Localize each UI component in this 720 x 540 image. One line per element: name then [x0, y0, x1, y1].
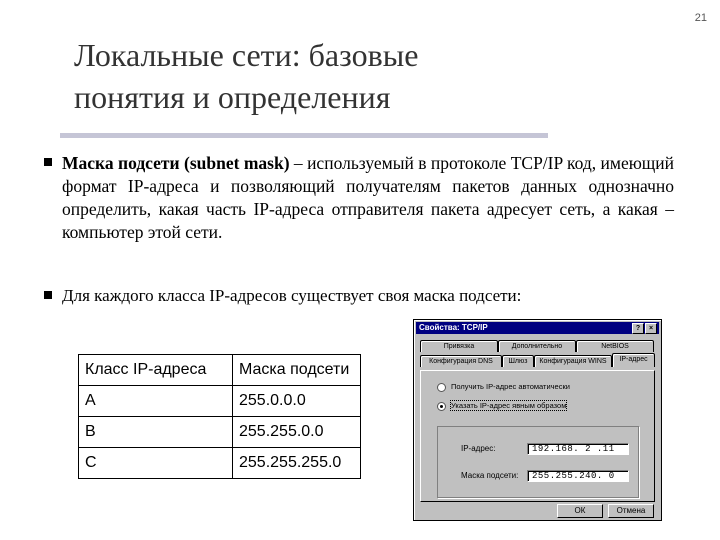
definition-text: – используемый в протоколе TCP/IP код, имеющий формат IP-адреса и позволяющий получателям пакетов данных однозначно определить, какая часть IP-адреса отправителя пакета адресует сеть, а какая – компьютер этой сети.: [62, 153, 674, 242]
subnet-mask-label: Маска подсети:: [461, 471, 519, 480]
table-cell: 255.0.0.0: [233, 386, 361, 417]
bullet-1: [44, 158, 52, 166]
table-cell: 255.255.0.0: [233, 417, 361, 448]
table-header-cell: Маска подсети: [233, 355, 361, 386]
radio-auto-ip[interactable]: [437, 383, 446, 392]
tabs-row-back: [420, 340, 655, 352]
table-cell: B: [79, 417, 233, 448]
close-button[interactable]: ×: [645, 323, 657, 334]
title-underline: [60, 133, 548, 138]
dialog-titlebar[interactable]: [416, 322, 659, 334]
ip-address-panel: [420, 370, 655, 502]
radio-manual-ip[interactable]: [437, 402, 446, 411]
tab-dns-config[interactable]: Конфигурация DNS: [420, 355, 502, 367]
subnet-mask-field[interactable]: 255.255.240. 0: [527, 470, 629, 482]
cancel-button[interactable]: Отмена: [608, 504, 654, 518]
tab-wins-config[interactable]: Конфигурация WINS: [534, 355, 612, 367]
table-cell: 255.255.255.0: [233, 448, 361, 479]
tab-netbios[interactable]: NetBIOS: [576, 340, 654, 352]
bullet-2: [44, 291, 52, 299]
table-header-row: [79, 355, 361, 386]
dialog-title: Свойства: TCP/IP: [419, 323, 488, 332]
table-row: [79, 448, 361, 479]
title-line-1: Локальные сети: базовые: [74, 37, 419, 73]
mask-intro-paragraph: Для каждого класса IP-адресов существует своя маска подсети:: [62, 286, 522, 305]
definition-paragraph: [62, 152, 674, 244]
ok-button[interactable]: ОК: [557, 504, 603, 518]
help-button[interactable]: ?: [632, 323, 644, 334]
table-header-cell: Класс IP-адреса: [79, 355, 233, 386]
table-cell: C: [79, 448, 233, 479]
radio-auto-ip-label: Получить IP-адрес автоматически: [451, 382, 570, 391]
table-row: [79, 417, 361, 448]
title-line-2: понятия и определения: [74, 79, 391, 115]
tcpip-properties-dialog: [413, 319, 662, 521]
ip-address-label: IP-адрес:: [461, 444, 496, 453]
page-number: 21: [694, 12, 707, 24]
tab-binding[interactable]: Привязка: [420, 340, 498, 352]
table-cell: A: [79, 386, 233, 417]
tab-gateway[interactable]: Шлюз: [502, 355, 534, 367]
subnet-mask-table: [78, 354, 361, 479]
tabs-row-front: [420, 355, 655, 367]
ip-address-field[interactable]: 192.168. 2 .11: [527, 443, 629, 455]
table-row: [79, 386, 361, 417]
radio-manual-ip-label: Указать IP-адрес явным образом: [451, 401, 567, 410]
slide-title: [74, 34, 634, 118]
tab-advanced[interactable]: Дополнительно: [498, 340, 576, 352]
definition-term: Маска подсети (subnet mask): [62, 153, 290, 173]
ip-settings-group: [437, 426, 639, 498]
tab-ip-address[interactable]: IP-адрес: [612, 353, 655, 367]
